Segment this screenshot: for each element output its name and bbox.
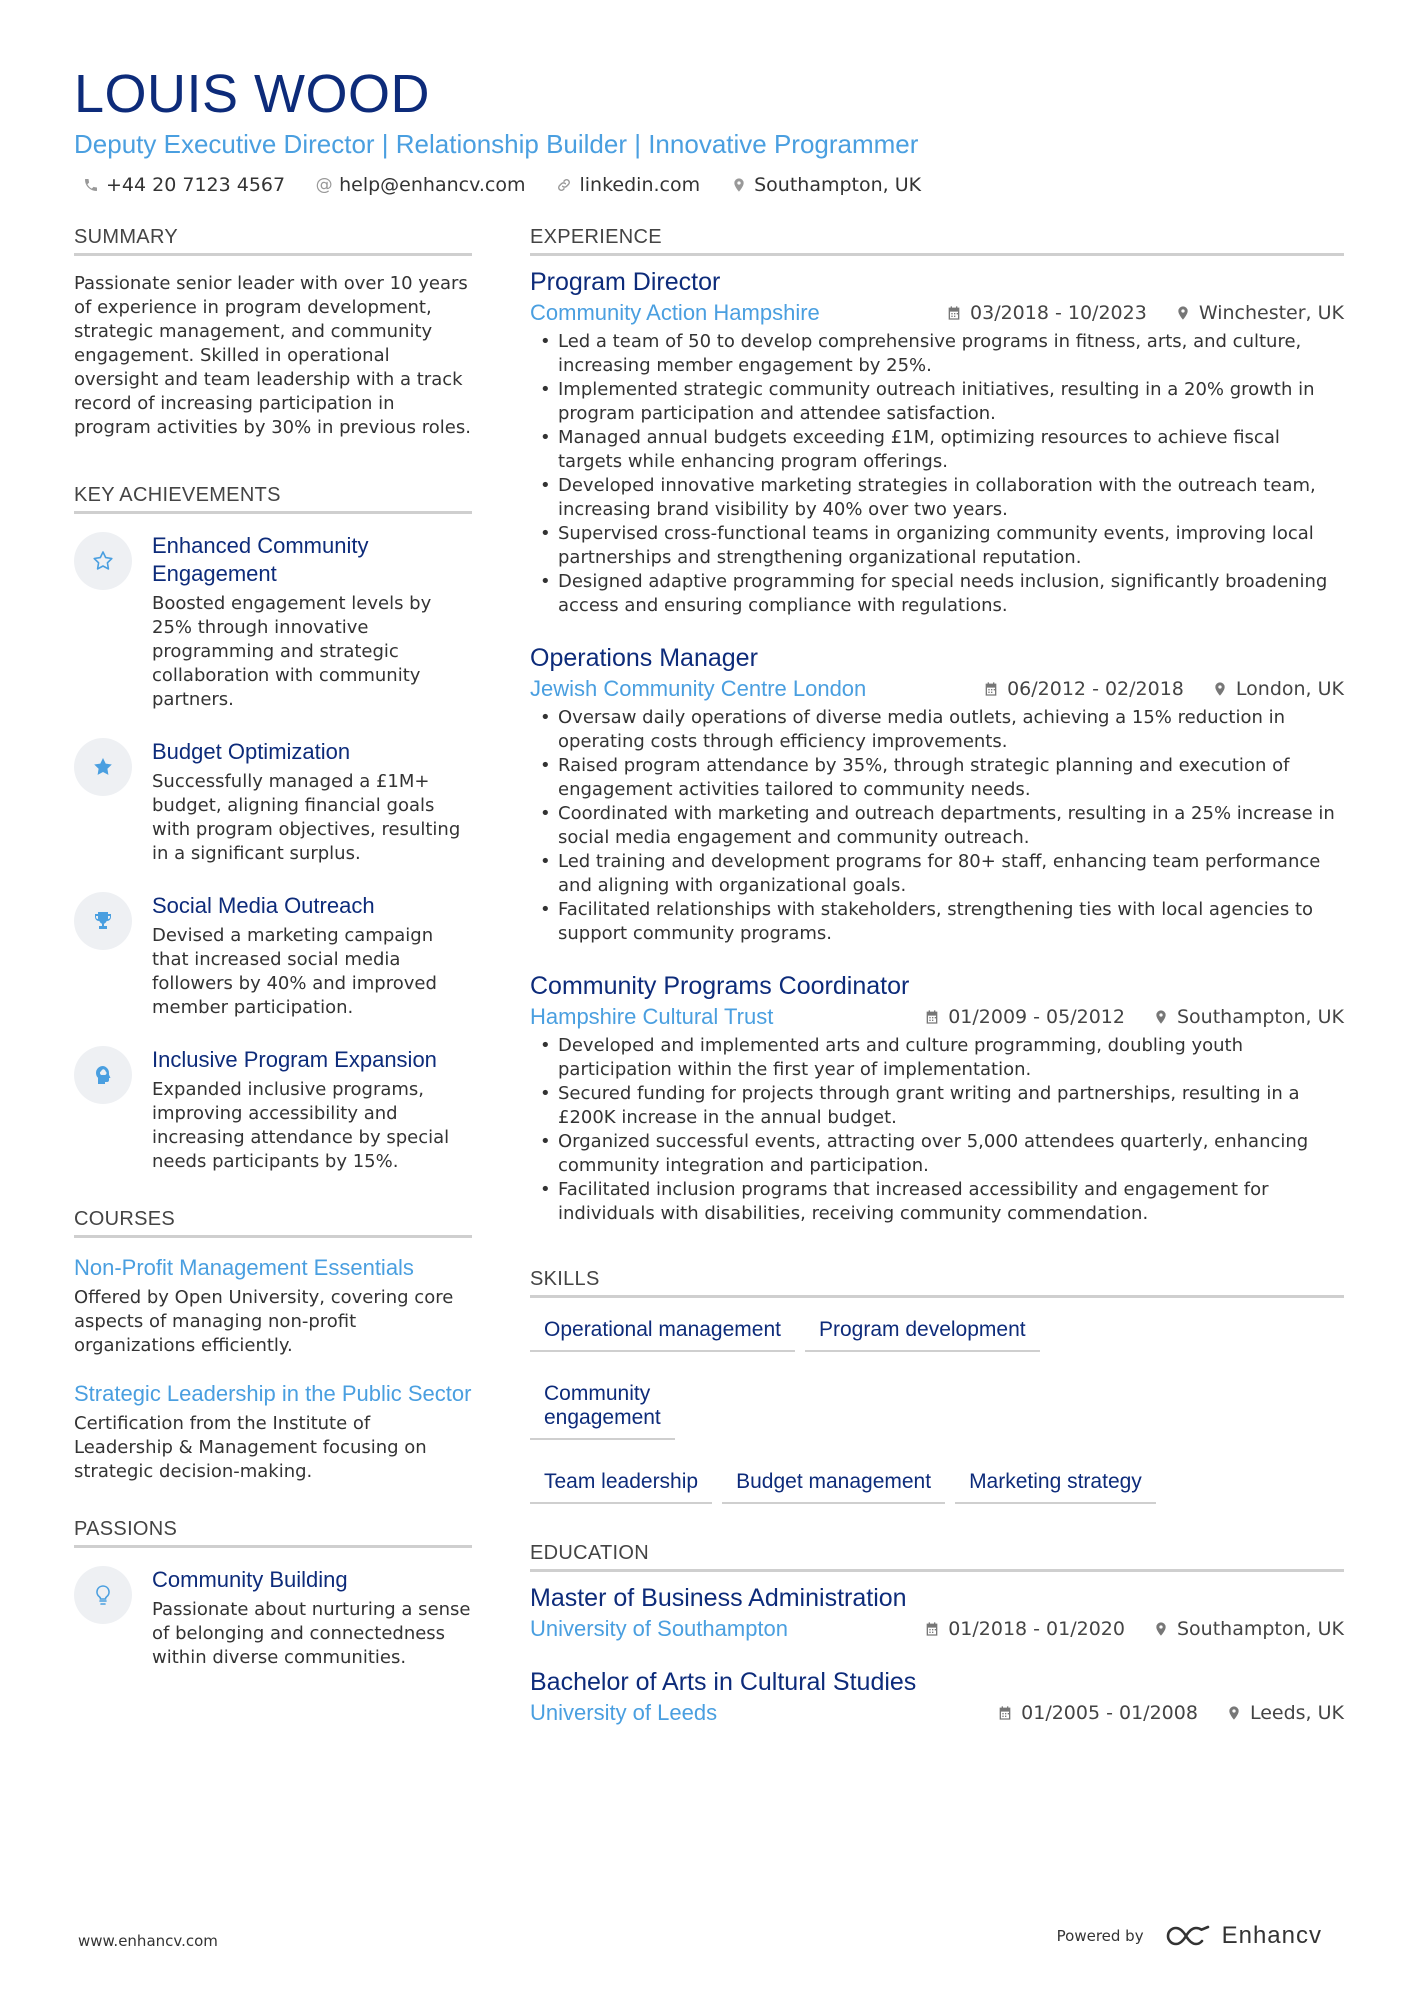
calendar-icon	[924, 1621, 940, 1637]
achievement-title: Social Media Outreach	[152, 893, 375, 918]
job-location-text: Winchester, UK	[1198, 302, 1344, 324]
job-company: Hampshire Cultural Trust	[530, 1004, 774, 1029]
job-dates-text: 06/2012 - 02/2018	[1007, 678, 1184, 700]
job-entry	[530, 642, 1344, 946]
edu-dates-text: 01/2018 - 01/2020	[948, 1618, 1125, 1640]
achievement-title: Budget Optimization	[152, 739, 351, 764]
course-desc: Offered by Open University, covering core aspects of managing non-profit organizations efficiently.	[74, 1287, 454, 1356]
section-title-summary: SUMMARY	[74, 226, 472, 256]
calendar-icon	[997, 1705, 1013, 1721]
footer-website[interactable]: www.enhancv.com	[78, 1932, 218, 1950]
experience-section	[530, 226, 1344, 1226]
head-brain-icon	[74, 1046, 132, 1104]
passion-title: Community Building	[152, 1567, 348, 1592]
contact-location	[730, 174, 921, 196]
location-pin-icon	[1226, 1705, 1242, 1721]
job-bullet: • Coordinated with marketing and outreach departments, resulting in a 25% increase in social media engagement and community outreach.	[530, 802, 1344, 850]
job-bullet: • Oversaw daily operations of diverse media outlets, achieving a 15% reduction in operating costs through efficiency improvements.	[530, 706, 1344, 754]
star-outline-icon	[74, 532, 132, 590]
calendar-icon	[983, 681, 999, 697]
left-column	[74, 226, 472, 1696]
job-entry	[530, 970, 1344, 1226]
skills-list	[530, 1312, 1344, 1504]
section-title-education: EDUCATION	[530, 1542, 1344, 1572]
enhancv-logo-icon	[1164, 1923, 1212, 1949]
courses-section	[74, 1208, 472, 1484]
brand-name: Enhancv	[1221, 1922, 1322, 1949]
education-entry	[530, 1666, 1344, 1726]
job-bullet: • Secured funding for projects through grant writing and partnerships, resulting in a £200K increase in the annual budget.	[530, 1082, 1344, 1130]
edu-location	[1153, 1618, 1344, 1640]
degree-title: Master of Business Administration	[530, 1584, 907, 1612]
right-column	[530, 226, 1344, 1750]
school-name: University of Leeds	[530, 1700, 718, 1725]
job-bullet: • Implemented strategic community outreach initiatives, resulting in a 20% growth in program participation and attendee satisfaction.	[530, 378, 1344, 426]
job-bullet: • Raised program attendance by 35%, through strategic planning and execution of engagement activities tailored to community needs.	[530, 754, 1344, 802]
achievement-desc: Boosted engagement levels by 25% through innovative programming and strategic collaboration with community partners.	[152, 593, 432, 710]
job-title: Operations Manager	[530, 644, 758, 672]
phone-text: +44 20 7123 4567	[106, 174, 286, 196]
email-text[interactable]: help@enhancv.com	[339, 174, 526, 196]
school-name: University of Southampton	[530, 1616, 789, 1641]
passion-item	[74, 1566, 472, 1670]
achievement-desc: Devised a marketing campaign that increased social media followers by 40% and improved member participation.	[152, 925, 437, 1018]
location-pin-icon	[1175, 305, 1191, 321]
achievement-desc: Expanded inclusive programs, improving accessibility and increasing attendance by special needs participants by 15%.	[152, 1079, 450, 1172]
job-bullets	[530, 330, 1344, 618]
job-location	[1175, 302, 1344, 324]
job-dates	[924, 1006, 1125, 1028]
job-dates	[983, 678, 1184, 700]
calendar-icon	[924, 1009, 940, 1025]
passion-desc: Passionate about nurturing a sense of belonging and connectedness within diverse communities.	[152, 1599, 471, 1668]
candidate-headline: Deputy Executive Director | Relationship Builder | Innovative Programmer	[74, 129, 919, 159]
footer-branding	[1057, 1922, 1322, 1950]
degree-title: Bachelor of Arts in Cultural Studies	[530, 1668, 917, 1696]
job-bullets	[530, 706, 1344, 946]
at-icon: @	[315, 175, 333, 195]
job-bullets	[530, 1034, 1344, 1226]
job-location-text: London, UK	[1235, 678, 1344, 700]
job-location-text: Southampton, UK	[1177, 1006, 1344, 1028]
edu-dates-text: 01/2005 - 01/2008	[1021, 1702, 1198, 1724]
edu-location	[1226, 1702, 1344, 1724]
skill-tag: Program development	[805, 1312, 1040, 1352]
job-entry	[530, 266, 1344, 618]
job-bullet: • Managed annual budgets exceeding £1M, optimizing resources to achieve fiscal targets while enhancing program offerings.	[530, 426, 1344, 474]
job-location	[1212, 678, 1344, 700]
skill-tag: Marketing strategy	[955, 1464, 1156, 1504]
location-pin-icon	[1153, 1009, 1169, 1025]
section-title-experience: EXPERIENCE	[530, 226, 1344, 256]
section-title-courses: COURSES	[74, 1208, 472, 1238]
achievements-section	[74, 484, 472, 1174]
skill-tag: Team leadership	[530, 1464, 712, 1504]
skill-tag: Community engagement	[530, 1376, 675, 1440]
job-bullet: • Facilitated relationships with stakeholders, strengthening ties with local agencies to support community programs.	[530, 898, 1344, 946]
link-icon	[555, 177, 573, 193]
achievement-title: Enhanced Community Engagement	[152, 533, 369, 586]
star-filled-icon	[74, 738, 132, 796]
lightbulb-icon	[74, 1566, 132, 1624]
job-bullet: • Supervised cross-functional teams in organizing community events, improving local partnerships and strengthening organizational reputation.	[530, 522, 1344, 570]
passions-section	[74, 1518, 472, 1670]
edu-location-text: Southampton, UK	[1177, 1618, 1344, 1640]
course-desc: Certification from the Institute of Leadership & Management focusing on strategic decision-making.	[74, 1413, 427, 1482]
location-text: Southampton, UK	[754, 174, 922, 196]
resume-header	[74, 62, 1344, 196]
contact-linkedin[interactable]	[555, 174, 700, 196]
linkedin-text[interactable]: linkedin.com	[579, 174, 701, 196]
achievement-title: Inclusive Program Expansion	[152, 1047, 437, 1072]
summary-text: Passionate senior leader with over 10 years of experience in program development, strategic management, and community engagement. Skilled in operational oversight and team leadership with a track record of increasing participation in program activities by 30% in previous roles.	[74, 273, 471, 438]
job-bullet: • Organized successful events, attracting over 5,000 attendees quarterly, enhancing community integration and participation.	[530, 1130, 1344, 1178]
contact-bar	[74, 174, 1344, 196]
achievement-item	[74, 532, 472, 712]
achievement-item	[74, 738, 472, 866]
skill-tag: Budget management	[722, 1464, 945, 1504]
job-bullet: • Led training and development programs for 80+ staff, enhancing team performance and aligning with organizational goals.	[530, 850, 1344, 898]
job-dates	[946, 302, 1147, 324]
course-title: Non-Profit Management Essentials	[74, 1255, 414, 1280]
contact-email[interactable]	[315, 174, 525, 196]
education-entry	[530, 1582, 1344, 1642]
achievement-desc: Successfully managed a £1M+ budget, aligning financial goals with program objectives, resulting in a significant surplus.	[152, 771, 461, 864]
job-company: Community Action Hampshire	[530, 300, 820, 325]
skills-section	[530, 1268, 1344, 1504]
education-section	[530, 1542, 1344, 1726]
summary-section	[74, 226, 472, 440]
job-title: Program Director	[530, 268, 721, 296]
job-location	[1153, 1006, 1344, 1028]
course-item	[74, 1254, 472, 1358]
job-bullet: • Facilitated inclusion programs that increased accessibility and engagement for individuals with disabilities, receiving community commendation.	[530, 1178, 1344, 1226]
powered-by-label: Powered by	[1056, 1927, 1144, 1945]
job-title: Community Programs Coordinator	[530, 972, 910, 1000]
location-pin-icon	[730, 177, 748, 193]
location-pin-icon	[1153, 1621, 1169, 1637]
contact-phone	[82, 174, 285, 196]
job-dates-text: 01/2009 - 05/2012	[948, 1006, 1125, 1028]
job-bullet: • Developed innovative marketing strategies in collaboration with the outreach team, increasing brand visibility by 40% over two years.	[530, 474, 1344, 522]
achievement-item	[74, 892, 472, 1020]
job-bullet: • Led a team of 50 to develop comprehensive programs in fitness, arts, and culture, increasing member engagement by 25%.	[530, 330, 1344, 378]
candidate-name: LOUIS WOOD	[74, 64, 431, 124]
calendar-icon	[946, 305, 962, 321]
edu-location-text: Leeds, UK	[1249, 1702, 1344, 1724]
enhancv-logo[interactable]	[1164, 1922, 1322, 1950]
section-title-skills: SKILLS	[530, 1268, 1344, 1298]
course-title: Strategic Leadership in the Public Sector	[74, 1381, 472, 1406]
section-title-achievements: KEY ACHIEVEMENTS	[74, 484, 472, 514]
edu-dates	[924, 1618, 1125, 1640]
location-pin-icon	[1212, 681, 1228, 697]
edu-dates	[997, 1702, 1198, 1724]
job-bullet: • Designed adaptive programming for special needs inclusion, significantly broadening access and ensuring compliance with regulations.	[530, 570, 1344, 618]
skill-tag: Operational management	[530, 1312, 795, 1352]
job-company: Jewish Community Centre London	[530, 676, 867, 701]
job-dates-text: 03/2018 - 10/2023	[970, 302, 1147, 324]
course-item	[74, 1380, 472, 1484]
phone-icon	[82, 177, 100, 193]
job-bullet: • Developed and implemented arts and culture programming, doubling youth participation within the first year of implementation.	[530, 1034, 1344, 1082]
trophy-icon	[74, 892, 132, 950]
section-title-passions: PASSIONS	[74, 1518, 472, 1548]
achievement-item	[74, 1046, 472, 1174]
